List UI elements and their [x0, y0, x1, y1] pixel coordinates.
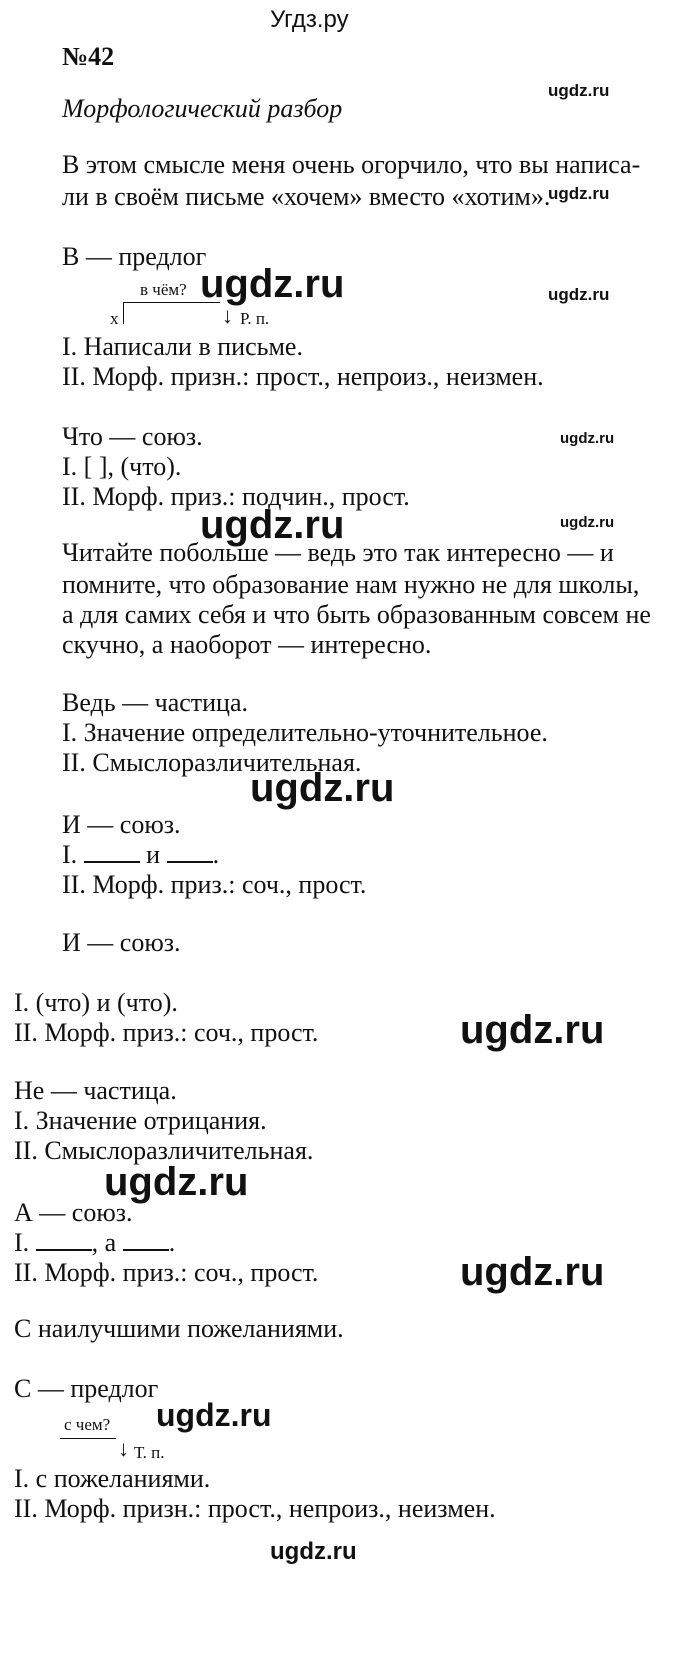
watermark-small: ugdz.ru — [548, 81, 610, 100]
watermark-small: ugdz.ru — [560, 514, 615, 531]
ved-particle-ii: II. Смыслоразличительная. — [62, 748, 362, 777]
arrow-down-icon: ↓ — [222, 303, 233, 328]
i-conj2-head: И — союз. — [62, 928, 181, 957]
site-footer: ugdz.ru — [270, 1538, 357, 1565]
ne-particle-i: I. Значение отрицания. — [14, 1106, 267, 1135]
watermark-big: ugdz.ru — [156, 1397, 272, 1433]
ne-particle-head: Не — частица. — [14, 1076, 177, 1105]
site-header: Угдз.ру — [270, 6, 349, 33]
a-conj-ii: II. Морф. приз.: соч., прост. — [14, 1258, 319, 1287]
v-prep-ii: II. Морф. призн.: прост., непроиз., неизмен. — [62, 362, 544, 391]
v-prep-underline — [124, 302, 220, 303]
s-prep-ii: II. Морф. призн.: прост., непроиз., неизмен. — [14, 1494, 496, 1523]
ved-particle-head: Ведь — частица. — [62, 688, 249, 717]
sentence2-line3: а для самих себя и что быть образованным совсем не — [62, 600, 651, 629]
watermark-big: ugdz.ru — [460, 1250, 605, 1294]
s-prep-question: с чем? — [64, 1415, 111, 1434]
watermark-small: ugdz.ru — [548, 184, 610, 203]
watermark-big: ugdz.ru — [104, 1160, 249, 1204]
s-prep-case: Т. п. — [134, 1443, 165, 1462]
v-prep-case: Р. п. — [240, 309, 270, 328]
chto-conj-i: I. [ ], (что). — [62, 452, 182, 481]
i-conj1-ii: II. Морф. приз.: соч., прост. — [62, 870, 367, 899]
watermark-big: ugdz.ru — [250, 766, 395, 810]
sentence2-line1: Читайте побольше — ведь это так интересно — и — [62, 538, 614, 567]
sentence1-line2: ли в своём письме «хочем» вместо «хотим». — [62, 182, 551, 211]
task-number: №42 — [62, 42, 115, 71]
watermark-small: ugdz.ru — [560, 430, 615, 447]
watermark-small: ugdz.ru — [548, 285, 610, 304]
a-conj-i: I. , а . — [14, 1228, 176, 1257]
v-prep-bracket — [123, 302, 124, 324]
task-title: Морфологический разбор — [62, 94, 343, 123]
a-conj-head: А — союз. — [14, 1198, 133, 1227]
chto-conj-ii: II. Морф. приз.: подчин., прост. — [62, 482, 410, 511]
arrow-down-icon: ↓ — [118, 1436, 129, 1461]
closing: С наилучшими пожеланиями. — [14, 1314, 344, 1343]
watermark-big: ugdz.ru — [200, 503, 345, 547]
s-prep-head: С — предлог — [14, 1374, 159, 1403]
chto-conj-head: Что — союз. — [62, 422, 203, 451]
sentence2-line4: скучно, а наоборот — интересно. — [62, 630, 432, 659]
ved-particle-i: I. Значение определительно-уточнительное. — [62, 718, 548, 747]
i-conj1-i: I. и . — [62, 840, 220, 869]
v-prep-question: в чём? — [140, 280, 187, 299]
v-prep-i: I. Написали в письме. — [62, 332, 303, 361]
s-prep-i: I. с пожеланиями. — [14, 1464, 211, 1493]
watermark-big: ugdz.ru — [200, 262, 345, 306]
sentence2-line2: помните, что образование нам нужно не для школы, — [62, 570, 640, 599]
watermark-big: ugdz.ru — [460, 1008, 605, 1052]
i-conj2-i: I. (что) и (что). — [14, 988, 178, 1017]
s-prep-underline — [60, 1438, 116, 1439]
sentence1-line1: В этом смысле меня очень огорчило, что вы написа- — [62, 150, 641, 179]
v-prep-head: В — предлог — [62, 242, 207, 271]
i-conj1-head: И — союз. — [62, 810, 181, 839]
ne-particle-ii: II. Смыслоразличительная. — [14, 1136, 314, 1165]
v-prep-left-mark: х — [110, 309, 119, 328]
i-conj2-ii: II. Морф. приз.: соч., прост. — [14, 1018, 319, 1047]
